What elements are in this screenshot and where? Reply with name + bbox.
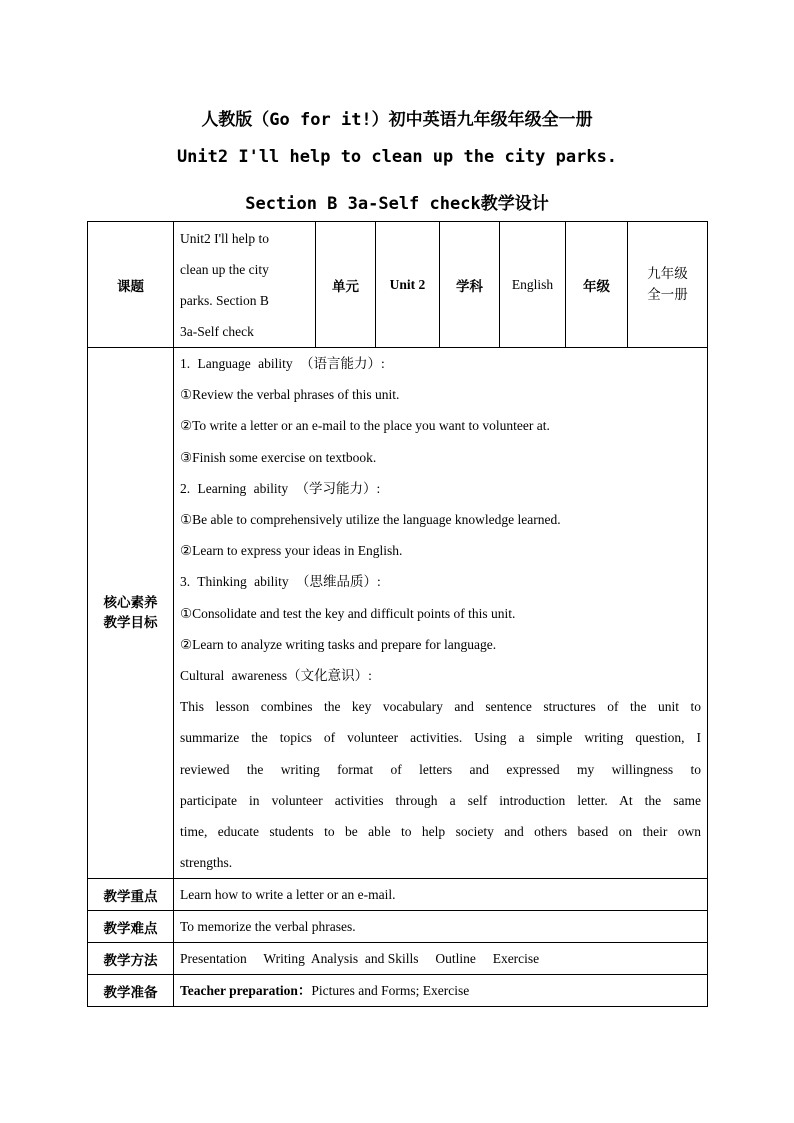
key-points-label: 教学重点 xyxy=(88,879,174,911)
grade-value-line: 九年级 xyxy=(647,265,688,282)
methods-value: Presentation Writing Analysis and Skills Outline Exercise xyxy=(174,943,708,975)
unit-value: Unit 2 xyxy=(376,222,440,348)
goal-line: ②Learn to express your ideas in English. xyxy=(180,543,403,559)
grade-value xyxy=(628,222,708,348)
topic-label: 课题 xyxy=(88,222,174,348)
goals-content xyxy=(174,348,708,879)
key-points-row xyxy=(88,879,708,911)
goal-line: 3. Thinking ability （思维品质）: xyxy=(180,574,381,590)
document-title-line-1: 人教版（Go for it!）初中英语九年级年级全一册 xyxy=(201,110,593,130)
preparation-value-label: Teacher preparation： xyxy=(180,983,312,999)
info-row xyxy=(88,222,708,348)
goal-line: ①Consolidate and test the key and difficult points of this unit. xyxy=(180,605,516,621)
goal-line: ①Review the verbal phrases of this unit. xyxy=(180,387,400,403)
preparation-value xyxy=(174,975,708,1007)
cultural-paragraph-line: summarize the topics of volunteer activities. Using a simple writing question, I xyxy=(180,730,701,746)
grade-value-line: 全一册 xyxy=(647,286,688,303)
cultural-paragraph-line: This lesson combines the key vocabulary and sentence structures of the unit to xyxy=(180,699,701,715)
key-points-value: Learn how to write a letter or an e-mail. xyxy=(174,879,708,911)
preparation-label: 教学准备 xyxy=(88,975,174,1007)
difficulties-label: 教学难点 xyxy=(88,911,174,943)
cultural-paragraph-line: reviewed the writing format of letters and expressed my willingness to xyxy=(180,761,701,777)
difficulties-value: To memorize the verbal phrases. xyxy=(174,911,708,943)
goal-line: ②To write a letter or an e-mail to the place you want to volunteer at. xyxy=(180,418,550,434)
preparation-value-text: Pictures and Forms; Exercise xyxy=(311,983,470,999)
preparation-row xyxy=(88,975,708,1007)
topic-value xyxy=(174,222,316,348)
difficulties-row xyxy=(88,911,708,943)
topic-line: parks. Section B xyxy=(180,292,269,308)
goal-line: ①Be able to comprehensively utilize the language knowledge learned. xyxy=(180,512,561,528)
methods-label: 教学方法 xyxy=(88,943,174,975)
goal-line: Cultural awareness（文化意识）: xyxy=(180,668,372,684)
unit-label: 单元 xyxy=(316,222,376,348)
goals-label-line: 教学目标 xyxy=(103,615,158,632)
methods-row xyxy=(88,943,708,975)
document-title-line-2: Unit2 I'll help to clean up the city parks. xyxy=(176,147,618,167)
subject-label: 学科 xyxy=(440,222,500,348)
lesson-plan-table xyxy=(87,221,708,1007)
goals-row xyxy=(88,348,708,879)
topic-line: 3a-Self check xyxy=(180,323,254,339)
goal-line: 2. Learning ability （学习能力）: xyxy=(180,480,381,496)
cultural-paragraph-line: strengths. xyxy=(180,855,233,871)
cultural-paragraph-line: time, educate students to be able to help society and others based on their own xyxy=(180,824,701,840)
goal-line: ②Learn to analyze writing tasks and prepare for language. xyxy=(180,636,497,652)
subject-value: English xyxy=(500,222,566,348)
topic-line: Unit2 I'll help to xyxy=(180,230,270,246)
goals-label xyxy=(88,348,174,879)
goals-label-line: 核心素养 xyxy=(103,595,158,612)
goal-line: ③Finish some exercise on textbook. xyxy=(180,449,377,465)
cultural-paragraph-line: participate in volunteer activities through a self introduction letter. At the same xyxy=(180,792,701,808)
grade-label: 年级 xyxy=(566,222,628,348)
goal-line: 1. Language ability （语言能力）: xyxy=(180,356,385,371)
document-title-line-3: Section B 3a-Self check教学设计 xyxy=(245,194,549,214)
topic-line: clean up the city xyxy=(180,261,269,277)
